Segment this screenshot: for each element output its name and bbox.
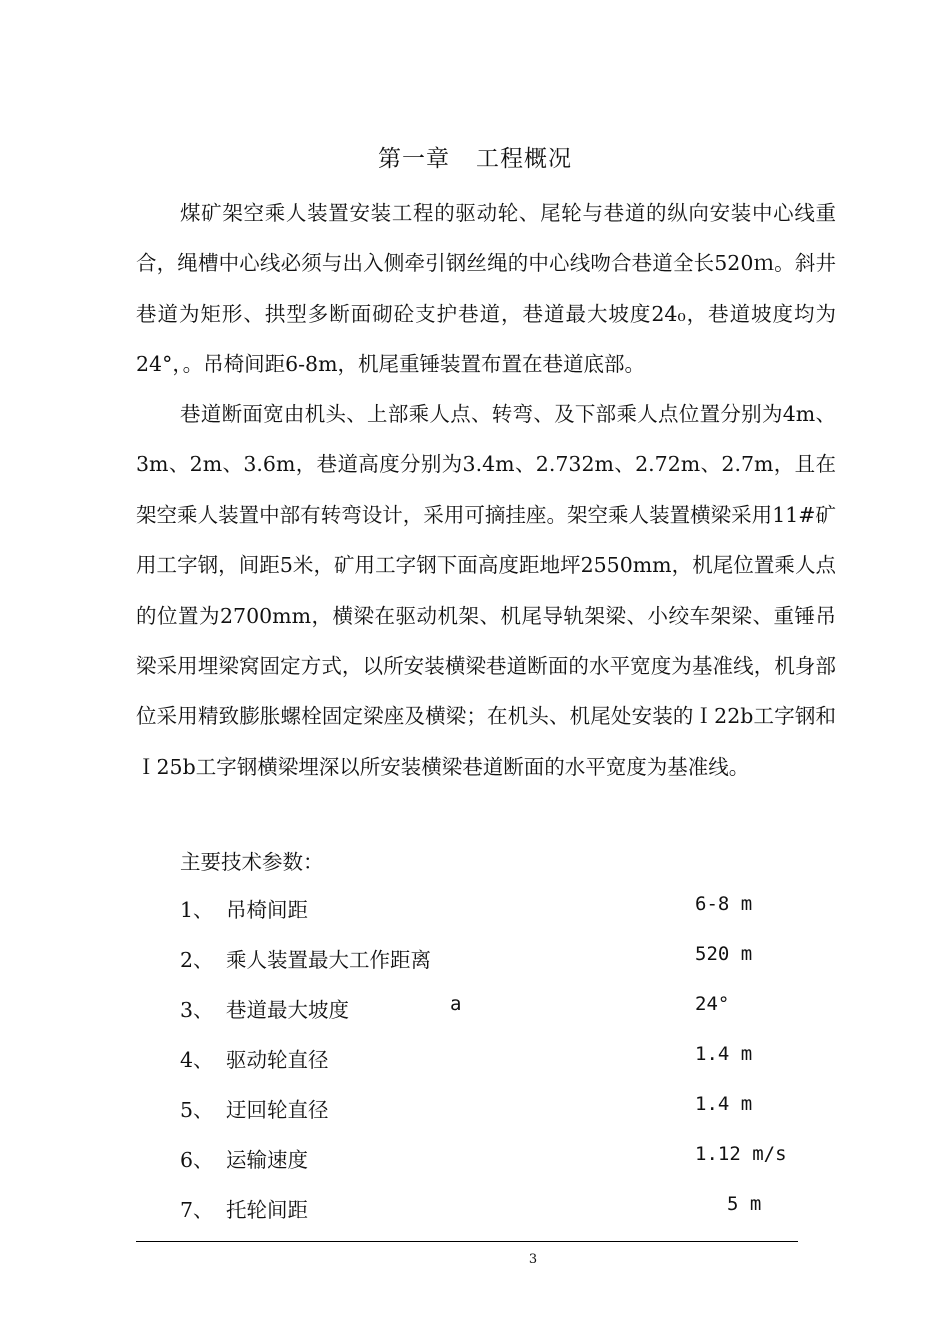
param-number: 1、 xyxy=(180,898,214,922)
param-row xyxy=(180,893,820,923)
param-name: 驱动轮直径 xyxy=(226,1048,329,1072)
param-value: 1.4 m xyxy=(695,1043,753,1065)
param-value: 6-8 m xyxy=(695,893,753,915)
param-value: 520 m xyxy=(695,943,753,965)
param-number: 7、 xyxy=(180,1198,214,1222)
params-heading: 主要技术参数： xyxy=(180,850,324,874)
param-name: 运输速度 xyxy=(226,1148,308,1172)
param-row xyxy=(180,1043,820,1073)
paragraph-1: 煤矿架空乘人装置安装工程的驱动轮、尾轮与巷道的纵向安装中心线重合，绳槽中心线必须与出入侧牵引钢丝绳的中心线吻合巷道全长520ｍ。斜井巷道为矩形、拱型多断面砌砼支护巷道，巷道最大坡度24₀，巷道坡度均为24°，。吊椅间距6-8m，机尾重锤装置布置在巷道底部。 xyxy=(136,201,836,377)
param-value: 1.4 m xyxy=(695,1093,753,1115)
param-value: 1.12 m/s xyxy=(695,1143,787,1165)
param-row xyxy=(180,1193,820,1223)
param-name: 吊椅间距 xyxy=(226,898,308,922)
param-value: 5 m xyxy=(727,1193,762,1215)
param-number: 2、 xyxy=(180,948,214,972)
paragraph-2: 巷道断面宽由机头、上部乘人点、转弯、及下部乘人点位置分别为4m、3m、2m、3.6m，巷道高度分别为3.4m、2.732m、2.72m、2.7m，且在架空乘人装置中部有转弯设计，采用可摘挂座。架空乘人装置横梁采用11#矿用工字钢，间距5米，矿用工字钢下面高度距地坪2550mm，机尾位置乘人点的位置为2700mm，横梁在驱动机架、机尾导轨架梁、小绞车架梁、重锤吊梁采用埋梁窝固定方式，以所安装横梁巷道断面的水平宽度为基准线，机身部位采用精致膨胀螺栓固定梁座及横梁；在机头、机尾处安装的Ｉ22b工字钢和Ｉ25b工字钢横梁埋深以所安装横梁巷道断面的水平宽度为基准线。 xyxy=(136,402,836,779)
chapter-name: 工程概况 xyxy=(476,146,572,172)
param-symbol: a xyxy=(450,993,462,1015)
param-row xyxy=(180,1143,820,1173)
param-number: 5、 xyxy=(180,1098,214,1122)
param-name: 迂回轮直径 xyxy=(226,1098,329,1122)
param-number: 6、 xyxy=(180,1148,214,1172)
param-number: 3、 xyxy=(180,998,214,1022)
param-name: 乘人装置最大工作距离 xyxy=(226,948,431,972)
param-number: 4、 xyxy=(180,1048,214,1072)
chapter-title xyxy=(0,140,950,173)
page-number: 3 xyxy=(528,1252,538,1267)
param-name: 托轮间距 xyxy=(226,1198,308,1222)
chapter-number: 第一章 xyxy=(378,146,450,172)
param-row xyxy=(180,943,820,973)
param-name: 巷道最大坡度 xyxy=(226,998,349,1022)
param-row xyxy=(180,1093,820,1123)
footer-rule xyxy=(136,1241,798,1242)
param-value: 24° xyxy=(695,993,730,1015)
param-row xyxy=(180,993,820,1023)
